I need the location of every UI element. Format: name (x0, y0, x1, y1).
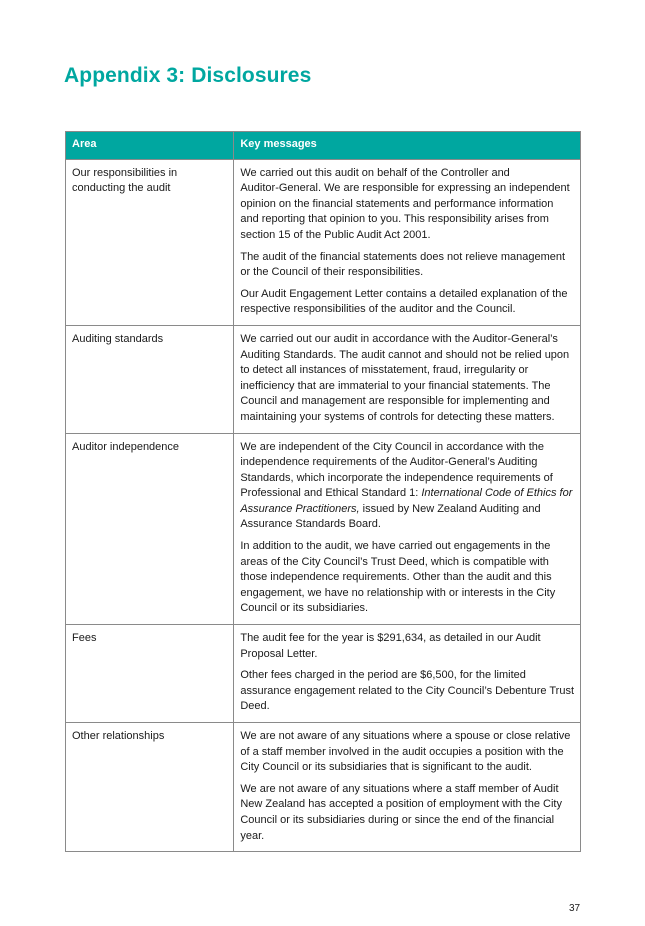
italic-title: International Code of Ethics for (421, 487, 573, 500)
text-line: opinion on the financial statements and performance information (240, 197, 554, 210)
text-line: areas of the City Council’s Trust Deed, which is compatible with (240, 555, 549, 568)
area-cell (66, 325, 234, 433)
key-messages-cell (234, 159, 581, 325)
text-line: inefficiency that are immaterial to your financial statements. The (240, 379, 551, 392)
text-run: issued by New Zealand Auditing and (359, 502, 541, 515)
key-messages-cell (234, 325, 581, 433)
text-line: Council or its subsidiaries. (240, 602, 369, 615)
key-messages-cell (234, 625, 581, 723)
paragraph (240, 332, 574, 426)
table-row (66, 433, 581, 625)
text-line: or the Council of their responsibilities. (240, 266, 424, 279)
table-row (66, 325, 581, 433)
paragraph (240, 287, 574, 318)
text-run: Professional and Ethical Standard 1: (240, 487, 422, 500)
italic-title: Assurance Practitioners, (240, 502, 360, 515)
text-line: We are not aware of any situations where a spouse or close relative (240, 730, 571, 742)
text-line: Auditing Standards. The audit cannot and should not be relied upon (240, 348, 570, 361)
text-line: City Council or its subsidiaries that is significant to the audit. (240, 761, 532, 774)
table-header-row (66, 132, 581, 160)
paragraph (240, 668, 574, 715)
text-line: Other fees charged in the period are $6,500, for the limited (240, 669, 526, 682)
table-row (66, 625, 581, 723)
paragraph (240, 166, 574, 244)
key-messages-cell (234, 723, 581, 852)
area-text: Auditor independence (72, 440, 180, 453)
key-messages-cell (234, 433, 581, 625)
text-line: section 15 of the Public Audit Act 2001. (240, 228, 431, 241)
area-cell (66, 433, 234, 625)
paragraph (240, 539, 574, 617)
text-line: Proposal Letter. (240, 647, 318, 660)
paragraph (240, 729, 574, 776)
column-header-area: Area (66, 132, 234, 160)
text-line: and reporting that opinion to you. This responsibility arises from (240, 213, 549, 226)
area-cell (66, 159, 234, 325)
text-line: We carried out our audit in accordance with the Auditor-General’s (240, 332, 558, 345)
text-line: We carried out this audit on behalf of the Controller and (240, 166, 510, 179)
area-text: Auditing standards (72, 332, 164, 345)
area-cell (66, 625, 234, 723)
area-text: conducting the audit (72, 182, 171, 195)
text-line: to detect all instances of misstatement, fraud, irregularity or (240, 364, 529, 377)
area-text: Our responsibilities in (72, 166, 178, 179)
text-line: of a staff member involved in the audit occupies a position with the (240, 745, 564, 758)
page-number: 37 (569, 903, 581, 914)
area-text: Fees (72, 632, 97, 645)
text-line: We are not aware of any situations where a staff member of Audit (240, 782, 559, 795)
page-title: Appendix 3: Disclosures (64, 64, 312, 87)
text-line: New Zealand has accepted a position of employment with the City (240, 798, 562, 811)
text-line: respective responsibilities of the auditor and the Council. (240, 303, 516, 316)
text-line: The audit fee for the year is $291,634, as detailed in our Audit (240, 632, 541, 645)
text-line: maintaining your systems of controls for detecting these matters. (240, 410, 555, 423)
text-line: Standards, which incorporate the independence requirements of (240, 471, 553, 484)
text-line: We are independent of the City Council in accordance with the (240, 440, 545, 453)
text-line: Council and management are responsible for implementing and (240, 395, 550, 408)
text-line: Assurance Standards Board. (240, 518, 381, 531)
text-line: assurance engagement related to the City Council’s Debenture Trust (240, 684, 574, 697)
paragraph (240, 631, 574, 662)
text-line: In addition to the audit, we have carried out engagements in the (240, 540, 551, 553)
table-row (66, 159, 581, 325)
text-line: Auditor-General. We are responsible for expressing an independent (240, 182, 570, 195)
text-line (240, 502, 574, 518)
text-line: independence requirements of the Auditor-General’s Auditing (240, 456, 538, 469)
text-line: year. (240, 829, 265, 842)
column-header-key-messages: Key messages (234, 132, 581, 160)
text-line: engagement, we have no relationship with or interests in the City (240, 586, 556, 599)
text-line: The audit of the financial statements does not relieve management (240, 250, 566, 263)
table-row (66, 723, 581, 852)
text-line: those independence requirements. Other than the audit and this (240, 571, 552, 584)
text-line: Council or its subsidiaries during or since the end of the financial (240, 813, 555, 826)
text-line (240, 486, 574, 502)
text-line: Our Audit Engagement Letter contains a detailed explanation of the (240, 287, 568, 300)
area-text: Other relationships (72, 730, 165, 742)
text-line: Deed. (240, 700, 270, 713)
area-cell (66, 723, 234, 852)
paragraph (240, 782, 574, 844)
disclosures-table (65, 131, 581, 852)
paragraph (240, 440, 574, 534)
paragraph (240, 250, 574, 281)
